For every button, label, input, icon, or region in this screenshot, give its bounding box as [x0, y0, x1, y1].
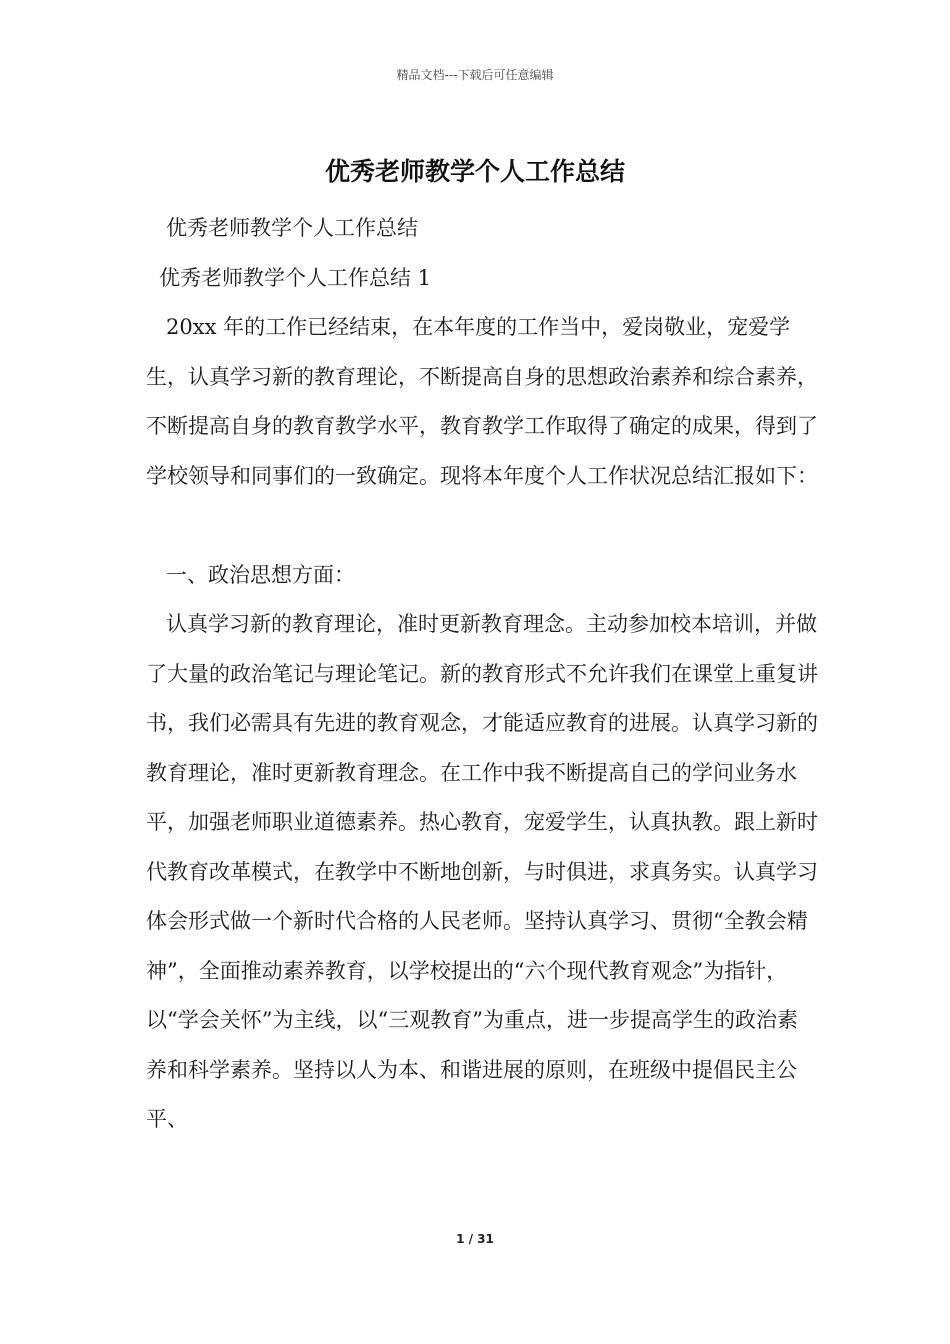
- document-title: 优秀老师教学个人工作总结: [324, 157, 625, 186]
- heading-political: 一、政治思想方面：: [166, 562, 355, 587]
- document-subtitle: 优秀老师教学个人工作总结: [166, 216, 418, 240]
- document-body: [146, 204, 818, 1145]
- header-note: 精品文档---下载后可任意编辑: [396, 68, 554, 82]
- paragraph-intro: 20xx 年的工作已经结束，在本年度的工作当中，爱岗敬业，宠爱学生，认真学习新的教育理论，不断提高自身的思想政治素养和综合素养，不断提高自身的教育教学水平，教育教学工作取得了确定的成果，得到了学校领导和同事们的一致确定。现将本年度个人工作状况总结汇报如下：: [146, 315, 818, 488]
- paragraph-political: 认真学习新的教育理论，准时更新教育理念。主动参加校本培训，并做了大量的政治笔记与理论笔记。新的教育形式不允许我们在课堂上重复讲书，我们必需具有先进的教育观念，才能适应教育的进展。认真学习新的教育理论，准时更新教育理念。在工作中我不断提高自己的学问业务水平，加强老师职业道德素养。热心教育，宠爱学生，认真执教。跟上新时代教育改革模式，在教学中不断地创新，与时俱进，求真务实。认真学习体会形式做一个新时代合格的人民老师。坚持认真学习、贯彻“全教会精神”，全面推动素养教育，以学校提出的“六个现代教育观念”为指针，以“学会关怀”为主线，以“三观教育”为重点，进一步提高学生的政治素养和科学素养。坚持以人为本、和谐进展的原则，在班级中提倡民主公平、: [146, 612, 818, 1131]
- page-number: 1 / 31: [456, 1232, 494, 1246]
- paragraph-spacer: [146, 501, 818, 551]
- section-title: 优秀老师教学个人工作总结 1: [159, 265, 432, 290]
